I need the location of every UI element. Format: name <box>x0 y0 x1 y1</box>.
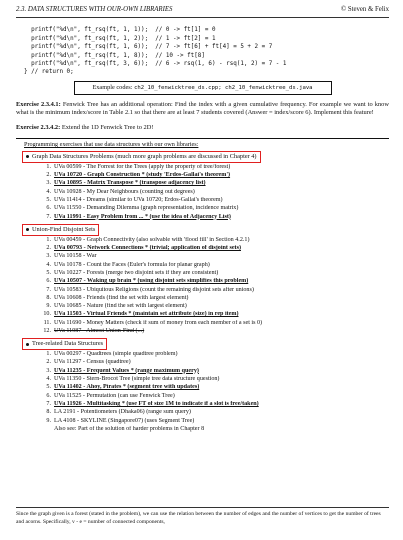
problem-number: 6. <box>46 205 51 212</box>
example-codes-files: ch2_10_fenwicktree_ds.cpp; ch2_10_fenwicktree_ds.java <box>134 84 313 91</box>
code-line: } // return 0; <box>24 69 74 76</box>
problem-item <box>42 409 389 417</box>
header-authors: © Steven & Felix <box>340 6 389 13</box>
footnote: Since the graph given is a forest (stated in the problem), we can use the relation between the number of edges and the number of vertices to get the number of trees and acorns. Specifically, v - e = number of connected components, <box>16 507 389 526</box>
problem-item <box>42 426 389 434</box>
problem-text: UVa 00297 - Quadtrees (simple quadtree problem) <box>54 351 178 358</box>
problem-item <box>42 320 389 328</box>
problem-text: UVa 10895 - Matrix Transpose * (transpose adjacency list) <box>54 180 206 187</box>
problem-text: UVa 11503 - Virtual Friends * (maintain set attribute (size) in rep item) <box>54 311 239 318</box>
section-heading-highlight <box>22 338 107 350</box>
problem-item <box>42 418 389 426</box>
problem-number: 8. <box>46 409 51 416</box>
problem-text: UVa 10685 - Nature (find the set with largest element) <box>54 303 187 310</box>
problem-number: 3. <box>46 180 51 187</box>
problem-text: UVa 10178 - Count the Faces (Euler's formula for planar graph) <box>54 261 210 268</box>
problem-text: UVa 11690 - Money Matters (check if sum of money from each member of a set is 0) <box>54 319 263 326</box>
problem-number: 6. <box>46 278 51 285</box>
problem-item <box>42 351 389 359</box>
problem-number: 2. <box>46 172 51 179</box>
example-codes-box <box>74 81 332 95</box>
problem-item <box>42 180 389 188</box>
problem-text: UVa 10583 - Ubiquitous Religions (count the remaining disjoint sets after unions) <box>54 286 254 293</box>
problem-item <box>42 359 389 367</box>
problem-text: UVa 11235 - Frequent Values * (range maximum query) <box>54 367 199 374</box>
section-title: Union-Find Disjoint Sets <box>32 225 96 233</box>
problem-number: 12. <box>43 327 51 334</box>
problem-item <box>42 368 389 376</box>
problem-number: 5. <box>46 269 51 276</box>
problem-item <box>42 214 389 222</box>
problem-item <box>42 253 389 261</box>
problem-item <box>42 401 389 409</box>
page-header <box>16 6 389 18</box>
exercise-2-3-4-1 <box>16 101 389 118</box>
problem-item <box>42 384 389 392</box>
problem-item <box>42 328 389 336</box>
problem-number: 11. <box>43 319 51 326</box>
problem-item <box>42 262 389 270</box>
bullet-icon <box>26 343 29 346</box>
problem-text: UVa 11414 - Dreams (similar to UVa 10720; Erdos-Gallai's theorem) <box>54 196 223 203</box>
problem-text: UVa 10928 - My Dear Neighbours (counting out degrees) <box>54 188 195 195</box>
problem-list <box>42 164 389 222</box>
problem-number: 7. <box>46 213 51 220</box>
header-section-title: 2.3. DATA STRUCTURES WITH OUR-OWN LIBRARIES <box>16 6 173 13</box>
problem-number: 6. <box>46 392 51 399</box>
problem-number: 4. <box>46 261 51 268</box>
problem-number: 5. <box>46 196 51 203</box>
exercise-2-3-4-2 <box>16 124 389 132</box>
section-heading-highlight <box>22 151 261 163</box>
problem-number: 3. <box>46 367 51 374</box>
problem-number: 3. <box>46 253 51 260</box>
code-line: printf("%d\n", ft_rsq(ft, 1, 1)); // 0 -> ft[1] = 0 <box>24 27 216 34</box>
problem-number: 1. <box>46 236 51 243</box>
problem-number: 7. <box>46 400 51 407</box>
problem-item <box>42 189 389 197</box>
problem-list <box>42 237 389 337</box>
code-line: printf("%d\n", ft_rsq(ft, 3, 6)); // 6 -> rsq(1, 6) - rsq(1, 2) = 7 - 1 <box>24 61 287 68</box>
bullet-icon <box>26 155 29 158</box>
problem-number: 1. <box>46 351 51 358</box>
problem-text: UVa 00599 - The Forrest for the Trees (apply the property of tree/forest) <box>54 163 231 170</box>
problem-item <box>42 303 389 311</box>
problem-text: UVa 10720 - Graph Construction * (study 'Erdos-Gallai's theorem') <box>54 172 231 179</box>
problem-number: 8. <box>46 294 51 301</box>
problem-item <box>42 376 389 384</box>
problem-text: UVa 11297 - Census (quadtree) <box>54 359 131 366</box>
problem-text: UVa 11987 - Almost Union-Find (...) <box>54 327 145 334</box>
problem-number: 1. <box>46 163 51 170</box>
problem-text: UVa 00459 - Graph Connectivity (also solvable with 'flood fill' in Section 4.2.1) <box>54 236 250 243</box>
problem-number: 9. <box>46 417 51 424</box>
problem-number: 4. <box>46 376 51 383</box>
code-line: printf("%d\n", ft_rsq(ft, 1, 8)); // 10 -> ft[8] <box>24 52 205 59</box>
problem-number: 5. <box>46 384 51 391</box>
section-title: Graph Data Structures Problems (much more graph problems are discussed in Chapter 4) <box>32 152 257 160</box>
problem-number: 2. <box>46 359 51 366</box>
problem-item <box>42 237 389 245</box>
problem-text: Also see: Part of the solution of harder problems in Chapter 8 <box>54 425 205 432</box>
problem-item <box>42 287 389 295</box>
problem-list <box>42 351 389 434</box>
bullet-icon <box>26 228 29 231</box>
programming-exercises-intro: Programming exercises that use data structures with our own libraries: <box>24 141 199 149</box>
problem-text: UVa 10507 - Waking up brain * (using disjoint sets simplifies this problem) <box>54 278 249 285</box>
exercise-text: Fenwick Tree has an additional operation: Find the index with a given cumulative frequency. For example we want to know what is the minimum index/score in Table 2.1 so that there are at least 7 students covered (Answer = index/score 6). Implement this feature! <box>16 100 389 117</box>
programming-exercises <box>16 138 389 434</box>
problem-item <box>42 311 389 319</box>
problem-item <box>42 245 389 253</box>
problem-text: LA 4108 - SKYLINE (Singapore07) (uses Segment Tree) <box>54 417 195 424</box>
problem-item <box>42 172 389 180</box>
problem-text: UVa 11350 - Stern-Brocot Tree (simple tree data structure question) <box>54 376 220 383</box>
problem-text: UVa 11402 - Ahoy, Pirates * (segment tree with updates) <box>54 384 200 391</box>
problem-text: UVa 11926 - Multitasking * (use FT of size 1M to indicate if a slot is free/taken) <box>54 400 259 407</box>
problem-number: 9. <box>46 303 51 310</box>
problem-item <box>42 164 389 172</box>
problem-text: LA 2191 - Potentiometers (Dhaka06) (range sum query) <box>54 409 191 416</box>
exercise-section <box>22 151 389 222</box>
problem-text: UVa 10227 - Forests (merge two disjoint sets if they are consistent) <box>54 269 219 276</box>
problem-text: UVa 10608 - Friends (find the set with largest element) <box>54 294 189 301</box>
problem-item <box>42 197 389 205</box>
problem-item <box>42 278 389 286</box>
code-block <box>24 26 389 76</box>
problem-number: 7. <box>46 286 51 293</box>
problem-item <box>42 205 389 213</box>
example-codes-label: Example codes: <box>92 83 135 91</box>
exercise-title: Exercise 2.3.4.2: <box>16 123 61 131</box>
problem-number: 10. <box>43 311 51 318</box>
problem-text: UVa 10158 - War <box>54 253 97 260</box>
exercise-title: Exercise 2.3.4.1: <box>16 100 61 108</box>
exercise-sections <box>16 151 389 434</box>
problem-text: UVa 11550 - Demanding Dilemma (graph representation, incidence matrix) <box>54 205 239 212</box>
section-title: Tree-related Data Structures <box>32 340 104 348</box>
problem-text: UVa 00793 - Network Connections * (trivial; application of disjoint sets) <box>54 245 241 252</box>
code-line: printf("%d\n", ft_rsq(ft, 1, 6)); // 7 -> ft[6] + ft[4] = 5 + 2 = 7 <box>24 44 273 51</box>
problem-item <box>42 393 389 401</box>
problem-text: UVa 11991 - Easy Problem from ... * (use the idea of Adjacency List) <box>54 213 231 220</box>
problem-text: UVa 11525 - Permutation (can use Fenwick Tree) <box>54 392 175 399</box>
problem-number: 2. <box>46 245 51 252</box>
exercise-section <box>22 224 389 336</box>
problem-number: 4. <box>46 188 51 195</box>
problem-item <box>42 270 389 278</box>
section-heading-highlight <box>22 224 99 236</box>
code-line: printf("%d\n", ft_rsq(ft, 1, 2)); // 1 -> ft[2] = 1 <box>24 35 216 42</box>
problem-item <box>42 295 389 303</box>
exercise-text: Extend the 1D Fenwick Tree to 2D! <box>60 123 154 131</box>
exercise-section <box>22 338 389 434</box>
